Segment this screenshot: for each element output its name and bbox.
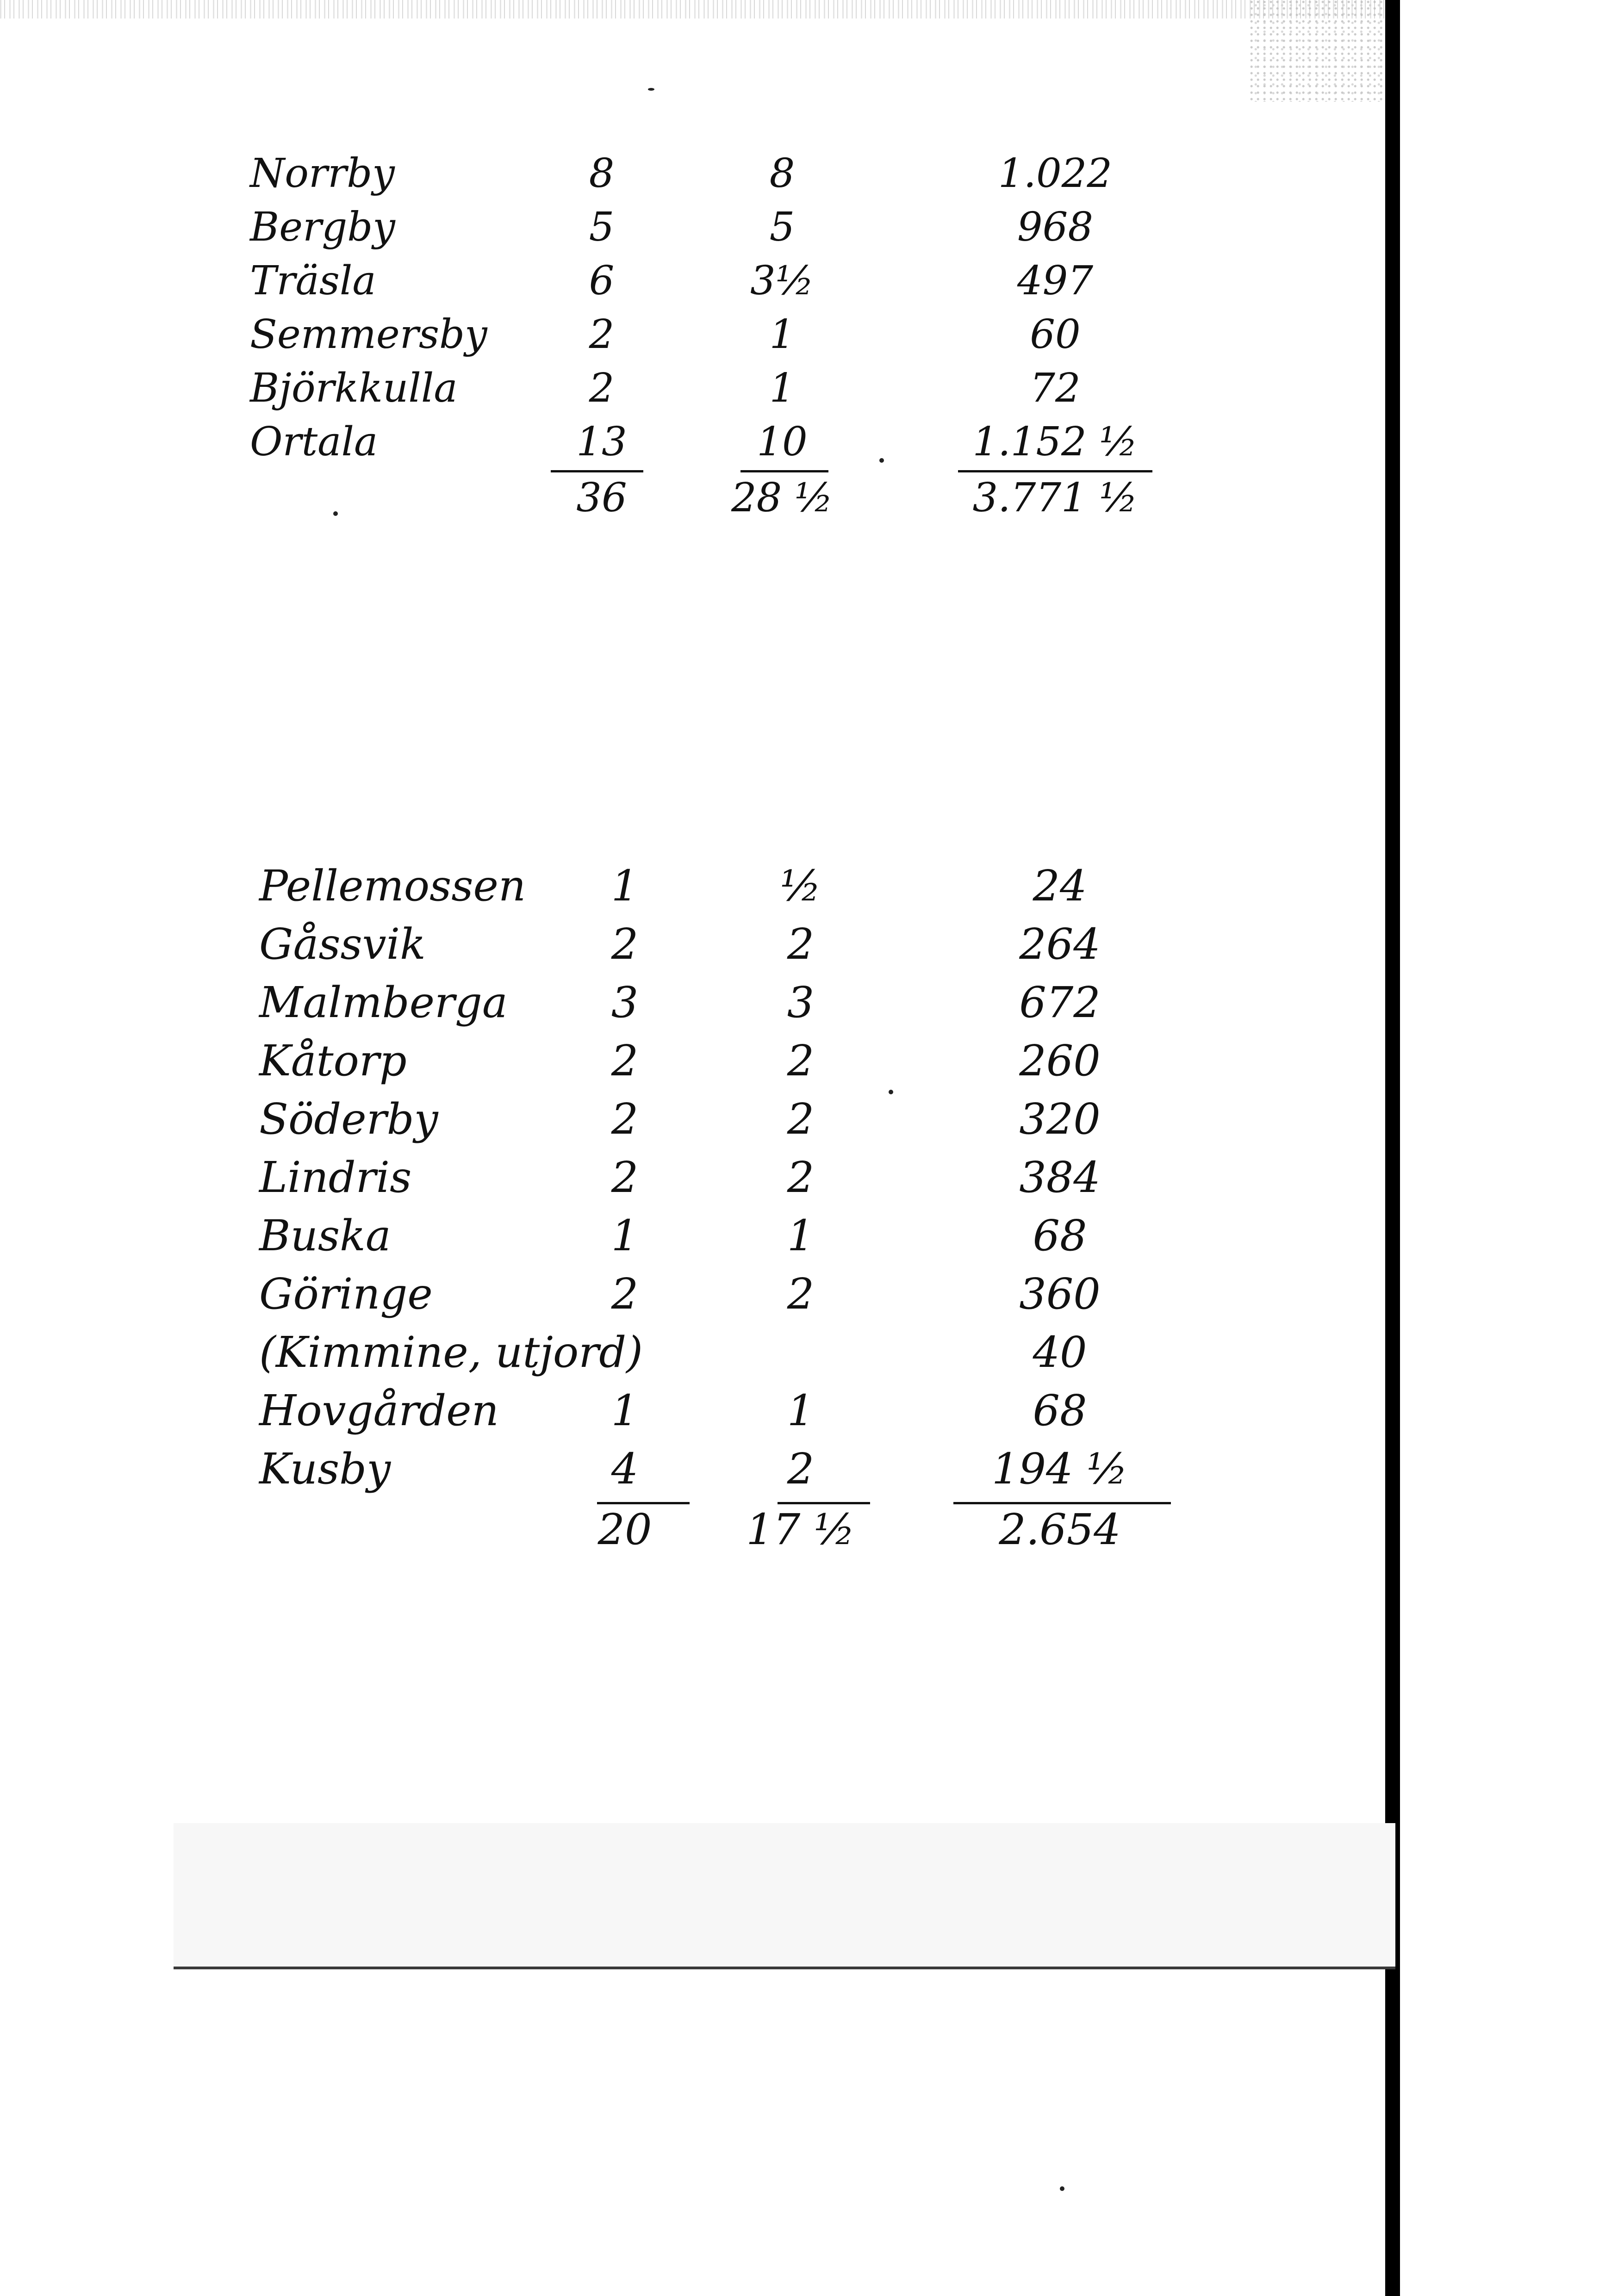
value-col-3: 40 bbox=[1033, 1328, 1087, 1377]
place-name: Lindris bbox=[259, 1153, 412, 1202]
scan-mark bbox=[1060, 2186, 1064, 2191]
place-name: Kåtorp bbox=[259, 1036, 407, 1086]
value-col-1: 4 bbox=[611, 1444, 639, 1494]
value-col-3: 1.022 bbox=[998, 150, 1113, 197]
place-name: Gåssvik bbox=[259, 919, 426, 969]
value-col-1: 2 bbox=[611, 1036, 639, 1086]
place-name: Semmersby bbox=[250, 311, 487, 358]
place-name: (Kimmine, utjord) bbox=[259, 1328, 643, 1377]
value-col-1: 1 bbox=[611, 1386, 639, 1435]
value-col-2: 2 bbox=[787, 1094, 815, 1144]
ledger-section-top bbox=[0, 148, 1250, 530]
value-col-1: 3 bbox=[611, 978, 639, 1027]
ledger-row bbox=[0, 1269, 1250, 1327]
ledger-row bbox=[0, 977, 1250, 1036]
value-col-3: 72 bbox=[1030, 365, 1081, 411]
value-col-2: 8 bbox=[769, 150, 795, 197]
place-name: Göringe bbox=[259, 1269, 433, 1319]
value-col-1: 2 bbox=[589, 311, 615, 358]
value-col-2: ½ bbox=[780, 861, 821, 911]
value-col-3: 24 bbox=[1033, 861, 1087, 911]
value-col-2: 3½ bbox=[750, 258, 815, 304]
ledger-row bbox=[0, 1094, 1250, 1152]
value-col-2: 1 bbox=[787, 1386, 815, 1435]
value-col-2: 2 bbox=[787, 1269, 815, 1319]
total-col-1: 36 bbox=[576, 475, 627, 521]
place-name: Malmberga bbox=[259, 978, 508, 1027]
ledger-row bbox=[0, 416, 1250, 470]
ledger-row bbox=[0, 255, 1250, 309]
place-name: Träsla bbox=[250, 258, 376, 304]
value-col-2: 10 bbox=[757, 419, 808, 465]
value-col-2: 1 bbox=[769, 311, 795, 358]
value-col-2: 3 bbox=[787, 978, 815, 1027]
ledger-total-row bbox=[0, 470, 1250, 530]
ledger-row bbox=[0, 1444, 1250, 1502]
value-col-3: 194 ½ bbox=[991, 1444, 1128, 1494]
ledger-row bbox=[0, 1385, 1250, 1444]
value-col-3: 968 bbox=[1017, 204, 1094, 250]
page-top-edge bbox=[0, 0, 1388, 19]
ledger-row bbox=[0, 363, 1250, 416]
place-name: Bergby bbox=[250, 204, 395, 250]
ledger-row bbox=[0, 148, 1250, 202]
value-col-3: 320 bbox=[1019, 1094, 1101, 1144]
place-name: Björkkulla bbox=[250, 365, 458, 411]
total-col-3: 2.654 bbox=[999, 1505, 1121, 1554]
value-col-2: 1 bbox=[787, 1211, 815, 1260]
place-name: Söderby bbox=[259, 1094, 438, 1144]
value-col-1: 2 bbox=[611, 1153, 639, 1202]
value-col-2: 5 bbox=[769, 204, 795, 250]
value-col-1: 1 bbox=[611, 1211, 639, 1260]
ledger-row bbox=[0, 309, 1250, 363]
ledger-row bbox=[0, 1036, 1250, 1094]
value-col-3: 264 bbox=[1019, 919, 1101, 969]
value-col-1: 8 bbox=[589, 150, 615, 197]
ledger-row bbox=[0, 1327, 1250, 1385]
value-col-1: 6 bbox=[589, 258, 615, 304]
value-col-3: 68 bbox=[1033, 1211, 1087, 1260]
ledger-total-row bbox=[0, 1502, 1250, 1560]
place-name: Buska bbox=[259, 1211, 391, 1260]
place-name: Hovgården bbox=[259, 1386, 499, 1435]
total-col-2: 28 ½ bbox=[731, 475, 834, 521]
place-name: Pellemossen bbox=[259, 861, 526, 911]
value-col-1: 2 bbox=[589, 365, 615, 411]
value-col-1: 2 bbox=[611, 1094, 639, 1144]
value-col-3: 60 bbox=[1030, 311, 1081, 358]
scan-shadow-area bbox=[174, 1823, 1395, 1969]
value-col-1: 2 bbox=[611, 1269, 639, 1319]
scan-mark bbox=[648, 88, 654, 91]
total-col-3: 3.771 ½ bbox=[972, 475, 1138, 521]
value-col-2: 2 bbox=[787, 919, 815, 969]
value-col-1: 1 bbox=[611, 861, 639, 911]
ledger-row bbox=[0, 919, 1250, 977]
place-name: Ortala bbox=[250, 419, 378, 465]
value-col-3: 384 bbox=[1019, 1153, 1101, 1202]
place-name: Kusby bbox=[259, 1444, 391, 1494]
value-col-3: 497 bbox=[1017, 258, 1094, 304]
value-col-3: 68 bbox=[1033, 1386, 1087, 1435]
total-col-1: 20 bbox=[597, 1505, 652, 1554]
value-col-3: 260 bbox=[1019, 1036, 1101, 1086]
total-col-2: 17 ½ bbox=[746, 1505, 855, 1554]
place-name: Norrby bbox=[250, 150, 395, 197]
ledger-row bbox=[0, 1152, 1250, 1210]
ledger-row bbox=[0, 202, 1250, 255]
value-col-2: 1 bbox=[769, 365, 795, 411]
value-col-3: 672 bbox=[1019, 978, 1101, 1027]
ledger-section-bottom bbox=[0, 861, 1250, 1560]
ledger-row bbox=[0, 1210, 1250, 1269]
value-col-2: 2 bbox=[787, 1036, 815, 1086]
value-col-1: 2 bbox=[611, 919, 639, 969]
scan-noise bbox=[1250, 0, 1388, 102]
value-col-2: 2 bbox=[787, 1444, 815, 1494]
ledger-row bbox=[0, 861, 1250, 919]
value-col-2: 2 bbox=[787, 1153, 815, 1202]
value-col-3: 1.152 ½ bbox=[972, 419, 1138, 465]
value-col-3: 360 bbox=[1019, 1269, 1101, 1319]
value-col-1: 13 bbox=[576, 419, 627, 465]
value-col-1: 5 bbox=[589, 204, 615, 250]
